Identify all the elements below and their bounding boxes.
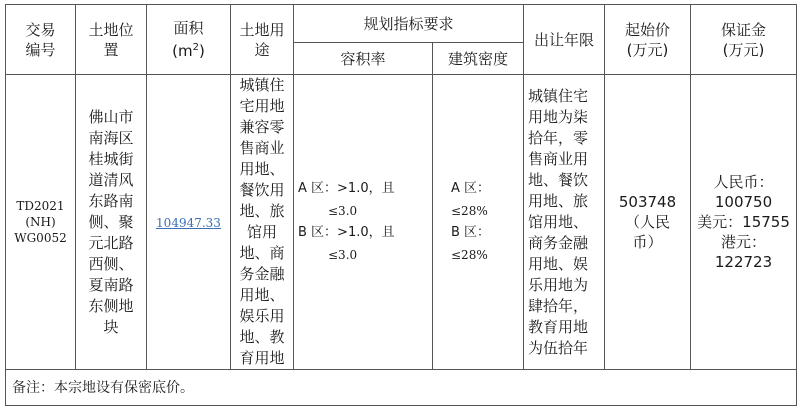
- cell-land-use: 城镇住 宅用地 兼容零 售商业 用地、 餐饮用 地、旅 馆用 地、商 务金融 用地、 娱乐用 地、教 育用地: [231, 75, 294, 370]
- cell-code: TD2021 (NH) WG0052: [6, 75, 76, 370]
- cell-density: A 区： ≤28% B 区： ≤28%: [433, 75, 524, 370]
- cell-term: 城镇住宅 用地为柒 拾年，零 售商业用 地、餐饮 用地、旅 馆用地、 商务金融 用地、娱 乐用地为 肆拾年， 教育用地 为伍拾年: [524, 75, 605, 370]
- cell-deposit: 人民币： 100750 美元：15755 港元：122723: [691, 75, 797, 370]
- header-start-price: 起始价 (万元): [605, 5, 691, 75]
- cell-far: A 区：>1.0，且 ≤3.0 B 区：>1.0，且 ≤3.0: [294, 75, 433, 370]
- header-land-use: 土地用 途: [231, 5, 294, 75]
- header-location: 土地位 置: [76, 5, 147, 75]
- cell-area: [147, 75, 231, 370]
- area-link[interactable]: 104947.33: [156, 215, 221, 230]
- header-deposit: 保证金 (万元): [691, 5, 797, 75]
- cell-start-price: 503748 （人民 币）: [605, 75, 691, 370]
- header-area: 面积 $(m^2)$: [147, 5, 231, 75]
- header-term: 出让年限: [524, 5, 605, 75]
- header-code: 交易 编号: [6, 5, 76, 75]
- remark: 备注：本宗地设有保密底价。: [6, 370, 797, 406]
- header-planning: 规划指标要求: [294, 5, 524, 43]
- header-density: 建筑密度: [433, 43, 524, 75]
- land-auction-table: [5, 4, 797, 406]
- cell-location: 佛山市 南海区 桂城街 道清风 东路南 侧、聚 元北路 西侧、 夏南路 东侧地 块: [76, 75, 147, 370]
- header-far: 容积率: [294, 43, 433, 75]
